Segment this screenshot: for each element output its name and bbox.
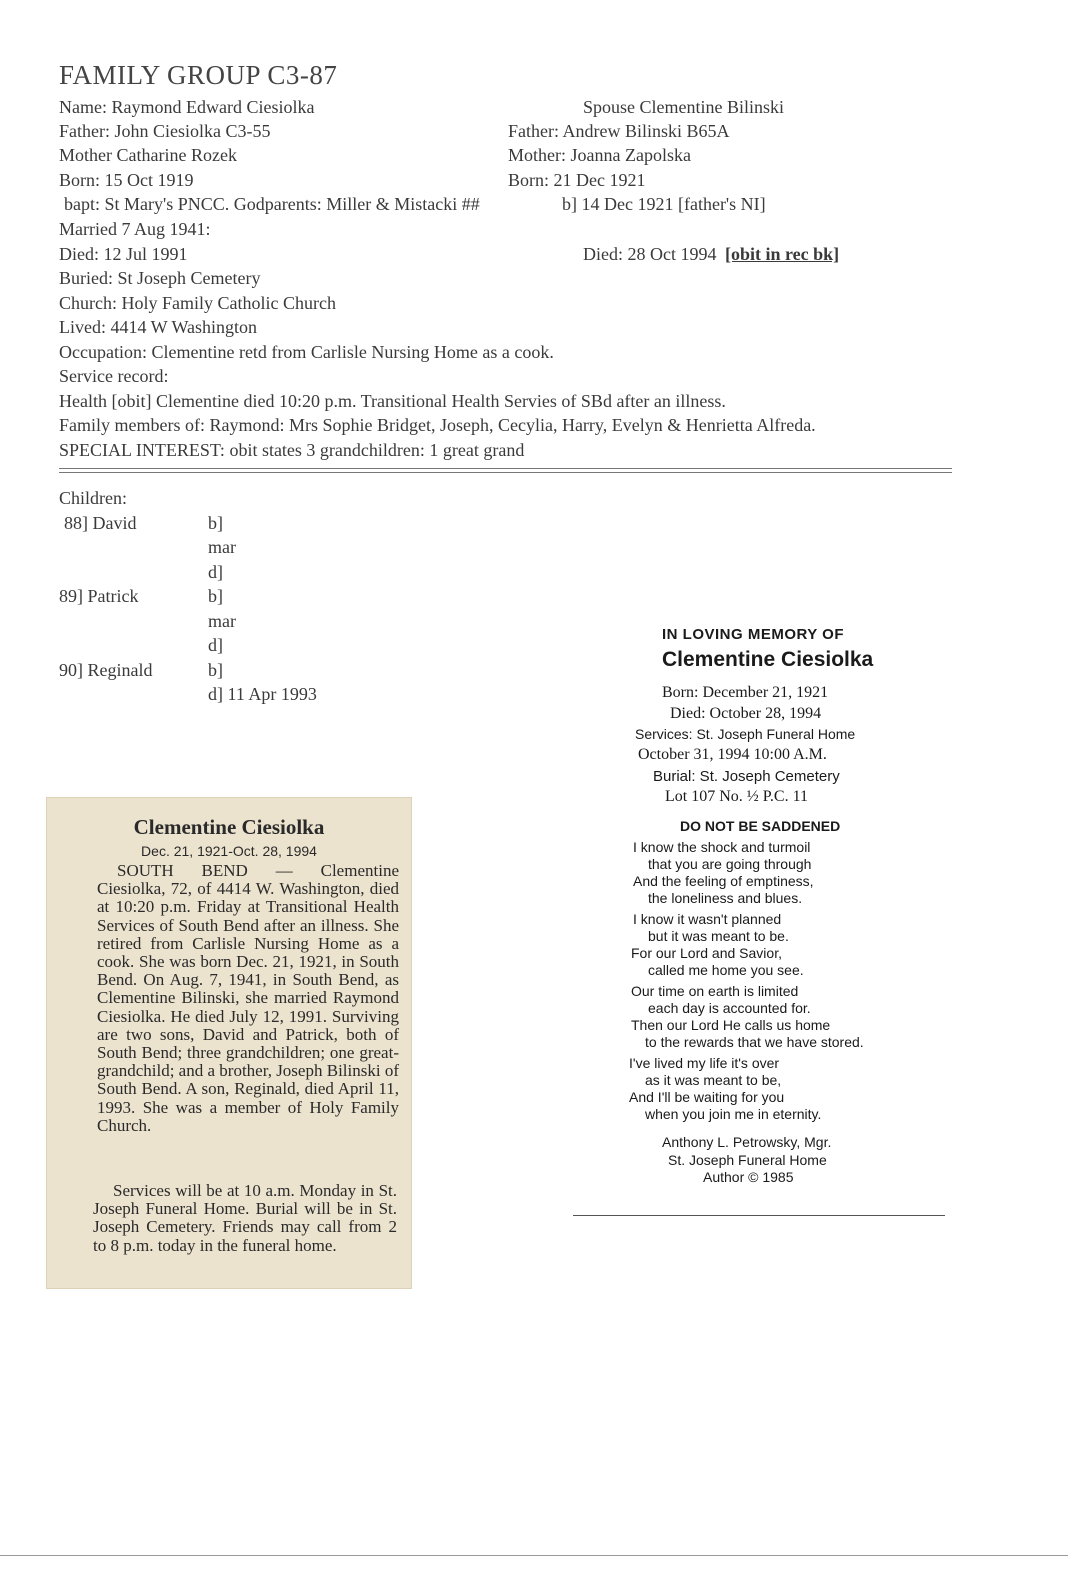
child-name: 90] Reginald [59,660,153,680]
child-born: b] [208,586,223,606]
obituary-services-paragraph: Services will be at 10 a.m. Monday in St. Joseph Funeral Home. Burial will be in St. Joseph Cemetery. Friends may call from 2 to 8 p.m. today in the funeral home. [93,1181,397,1255]
occupation: Occupation: Clementine retd from Carlisle Nursing Home as a cook. [59,342,554,362]
poem-line: I know the shock and turmoil [633,839,811,855]
spouse-father: Father: Andrew Bilinski B65A [508,121,730,141]
page-bottom-rule [0,1555,1068,1556]
service-record: Service record: [59,366,169,386]
husband-father: Father: John Ciesiolka C3-55 [59,121,271,141]
poem-line: Then our Lord He calls us home [631,1017,831,1033]
memorial-died: Died: October 28, 1994 [670,705,822,722]
memorial-services: Services: St. Joseph Funeral Home [635,726,856,742]
child-born: b] [208,513,223,533]
child-died: d] [208,635,223,655]
card-funeral-home: St. Joseph Funeral Home [668,1152,827,1168]
family-members: Family members of: Raymond: Mrs Sophie Bridget, Joseph, Cecylia, Harry, Evelyn & Henrietta Alfreda. [59,415,816,435]
poem-line: as it was meant to be, [645,1072,782,1088]
double-divider [59,468,952,473]
spouse-died: Died: 28 Oct 1994 [583,244,717,264]
poem-title: DO NOT BE SADDENED [680,818,841,834]
memorial-service-time: October 31, 1994 10:00 A.M. [638,746,827,763]
poem-line: but it was meant to be. [648,928,789,944]
poem-line: I know it wasn't planned [633,911,782,927]
poem-line: that you are going through [648,856,812,872]
memorial-name: Clementine Ciesiolka [662,648,874,671]
child-married: mar [208,537,236,557]
spouse-born: Born: 21 Dec 1921 [508,170,646,190]
child-married: mar [208,611,236,631]
obituary-paragraph: SOUTH BEND — Clementine Ciesiolka, 72, of 4414 W. Washington, died at 10:20 p.m. Friday at Transitional Health Services of South Bend after an illness. She retired from Carlisle Nursing Home as a cook. She was born Dec. 21, 1921, in South Bend. On Aug. 7, 1941, in South Bend, as Clementine Bilinski, she married Raymond Ciesiolka. He died July 12, 1991. Surviving are two sons, David and Patrick, both of South Bend; three grandchildren; one great-grandchild; and a brother, Joseph Bilinski of South Bend. A son, Reginald, died April 11, 1993. She was a member of Holy Family Church. [97,861,399,1135]
spouse-baptism: b] 14 Dec 1921 [father's NI] [562,194,766,214]
spouse-name: Spouse Clementine Bilinski [583,97,784,117]
child-died: d] [208,562,223,582]
memorial-burial: Burial: St. Joseph Cemetery [653,768,840,785]
husband-name: Name: Raymond Edward Ciesiolka [59,97,315,117]
memorial-lot: Lot 107 No. ½ P.C. 11 [665,788,808,805]
child-name: 89] Patrick [59,586,139,606]
health-note: Health [obit] Clementine died 10:20 p.m. Transitional Health Servies of SBd after an illness. [59,391,726,411]
poem-line: Our time on earth is limited [631,983,799,999]
poem-line: when you join me in eternity. [645,1106,822,1122]
burial-place: Buried: St Joseph Cemetery [59,268,261,288]
special-interest: SPECIAL INTEREST: obit states 3 grandchildren: 1 great grand [59,440,525,460]
husband-mother: Mother Catharine Rozek [59,145,237,165]
church: Church: Holy Family Catholic Church [59,293,336,313]
poem-line: And the feeling of emptiness, [633,873,814,889]
poem-line: And I'll be waiting for you [629,1089,785,1105]
card-author-manager: Anthony L. Petrowsky, Mgr. [662,1134,832,1150]
obit-link[interactable]: [obit in rec bk] [724,244,840,264]
poem-line: I've lived my life it's over [629,1055,780,1071]
obituary-name: Clementine Ciesiolka [133,815,325,839]
page-title: FAMILY GROUP C3-87 [59,60,338,90]
memorial-born: Born: December 21, 1921 [662,684,829,701]
obituary-clipping [46,797,412,1289]
card-bottom-rule [573,1215,945,1216]
poem-line: the loneliness and blues. [648,890,803,906]
poem-line: to the rewards that we have stored. [645,1034,864,1050]
child-born: b] [208,660,223,680]
residence: Lived: 4414 W Washington [59,317,258,337]
child-died: d] 11 Apr 1993 [208,684,317,704]
poem-line: each day is accounted for. [648,1000,811,1016]
husband-died: Died: 12 Jul 1991 [59,244,188,264]
spouse-died-line [583,243,839,265]
marriage-date: Married 7 Aug 1941: [59,219,211,239]
husband-born: Born: 15 Oct 1919 [59,170,194,190]
memorial-heading: IN LOVING MEMORY OF [662,626,845,643]
obituary-dates: Dec. 21, 1921-Oct. 28, 1994 [141,843,317,859]
card-copyright: Author © 1985 [703,1169,794,1185]
spouse-mother: Mother: Joanna Zapolska [508,145,691,165]
poem-line: For our Lord and Savior, [631,945,782,961]
husband-baptism: bapt: St Mary's PNCC. Godparents: Miller & Mistacki ## [64,194,480,214]
children-label: Children: [59,488,127,508]
poem-line: called me home you see. [648,962,804,978]
child-name: 88] David [64,513,137,533]
